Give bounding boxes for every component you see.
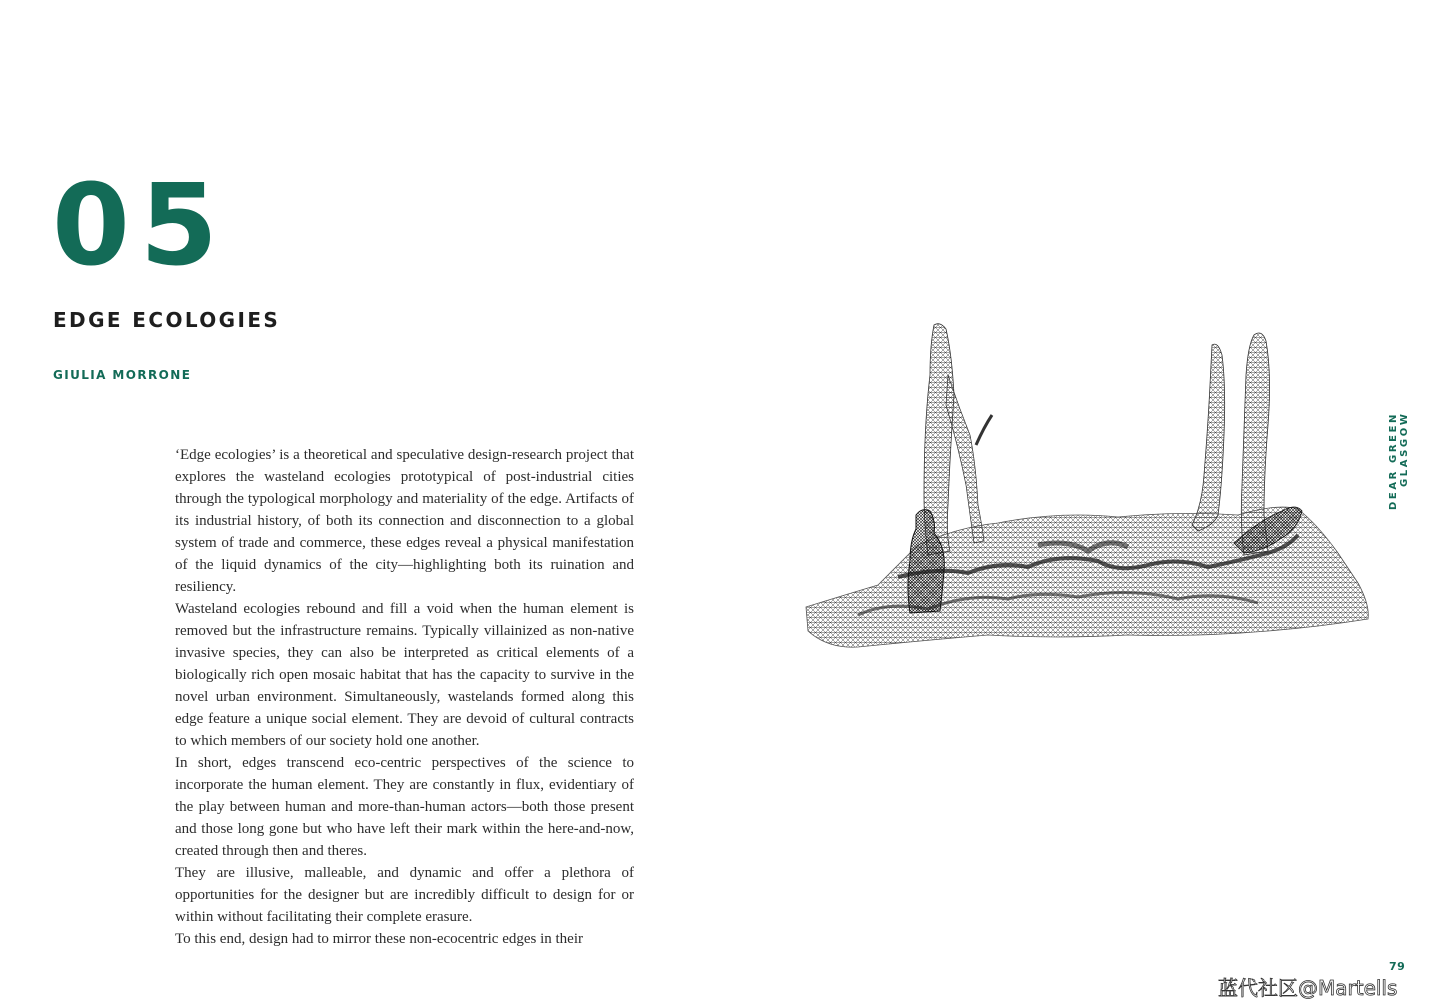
body-text: [175, 444, 634, 950]
paragraph: They are illusive, malleable, and dynamic and offer a plethora of opportunities for the designer but are incredibly difficult to design for or within without facilitating their complete erasure.: [175, 865, 634, 925]
page-number: 79: [1389, 960, 1406, 973]
paragraph: In short, edges transcend eco-centric perspectives of the science to incorporate the human element. They are constantly in flux, evidentiary of the play between human and more-than-human actors—both those present and those long gone but who have left their mark within the here-and-now, created through then and theres.: [175, 755, 634, 859]
chapter-number: 05: [52, 161, 228, 291]
author-name: GIULIA MORRONE: [53, 368, 192, 382]
wireframe-landscape-figure: [798, 315, 1378, 655]
running-head: DEAR GREEN GLASGOW: [1388, 412, 1410, 510]
tree-trunk: [946, 375, 984, 543]
paragraph: ‘Edge ecologies’ is a theoretical and speculative design-research project that explores the wasteland ecologies prototypical of post-industrial cities through the typological morphology and materiality of the edge. Artifacts of its industrial history, of both its connection and disconnection to a global system of trade and commerce, these edges reveal a physical manifestation of the liquid dynamics of the city—highlighting both its ruination and resiliency.: [175, 447, 634, 595]
paragraph: Wasteland ecologies rebound and fill a void when the human element is removed but the infrastructure remains. Typically villainized as non-native invasive species, they can also be interpreted as critical elements of a biologically rich open mosaic habitat that has the capacity to survive in the novel urban environment. Simultaneously, wastelands formed along this edge feature a unique social element. They are devoid of cultural contracts to which members of our society hold one another.: [175, 601, 634, 749]
chapter-title: EDGE ECOLOGIES: [53, 308, 281, 332]
tree-branch: [976, 415, 992, 445]
paragraph: To this end, design had to mirror these non-ecocentric edges in their: [175, 931, 583, 947]
watermark: 蓝代社区@Martells: [1218, 976, 1398, 1000]
tree-trunk: [1192, 344, 1225, 531]
